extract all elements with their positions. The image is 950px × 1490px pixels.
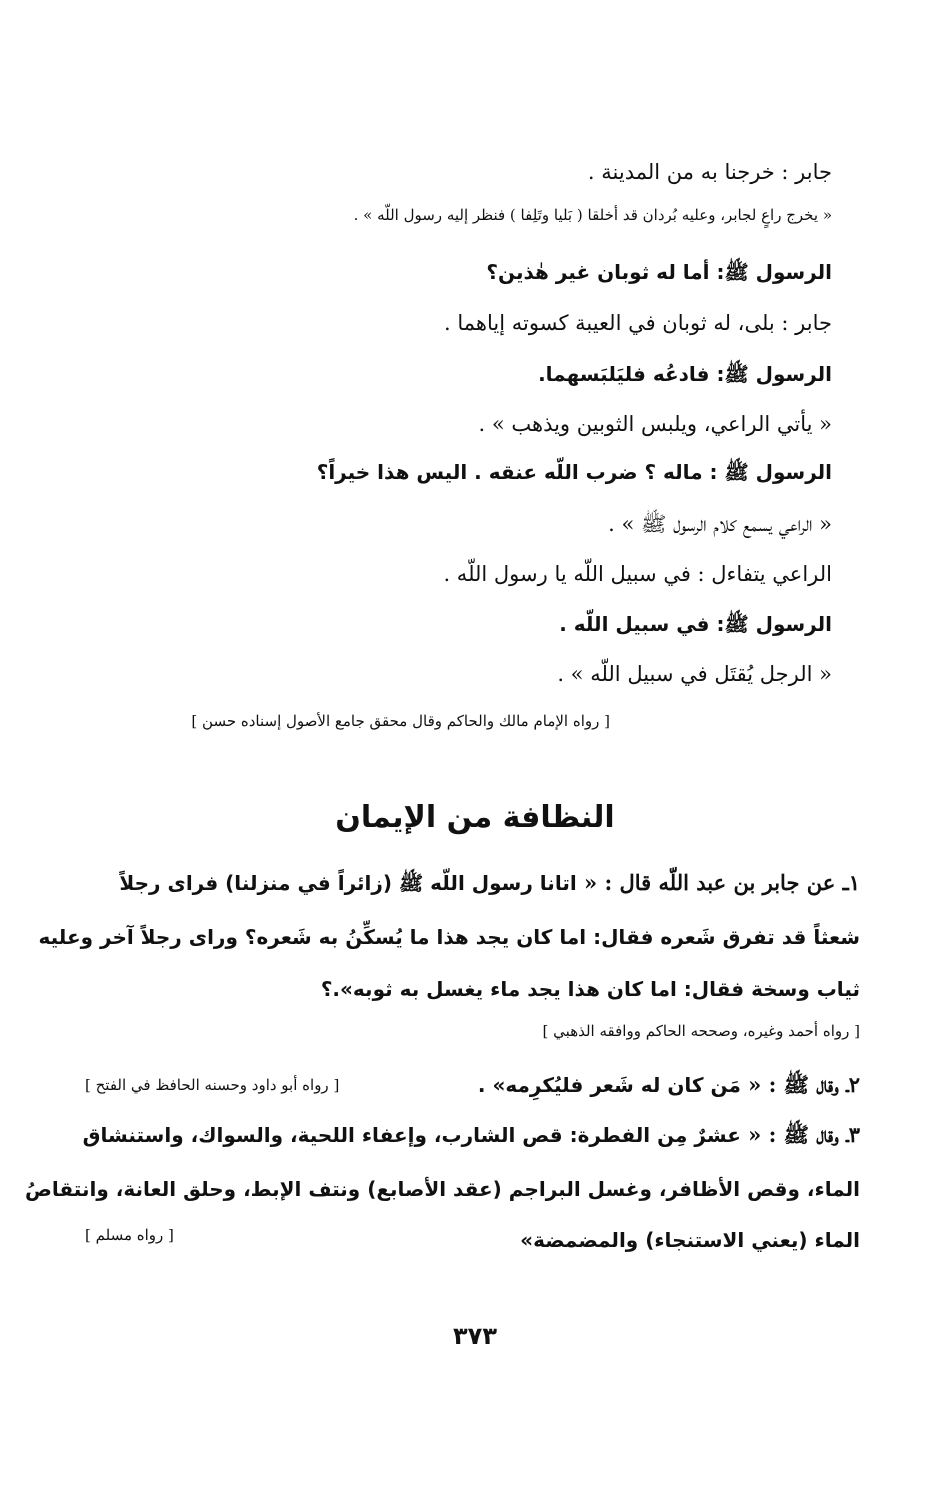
dialogue-line: [588, 160, 832, 184]
hadith-3-line-2: الماء، وقص الأظافر، وغسل البراجم (عقد الأصابع) ونتف الإبط، وحلق العانة، وانتقاصُ: [24, 1177, 860, 1201]
source-citation: [ رواه أبو داود وحسنه الحافظ في الفتح ]: [85, 1076, 340, 1094]
dialogue-line: [354, 206, 832, 224]
hadith-2-line: [478, 1072, 860, 1103]
hadith-intro: ٣ـ وقال ﷺ : «: [740, 1122, 860, 1147]
dialogue-line: [538, 362, 832, 391]
hadith-3-line-1: [83, 1122, 860, 1153]
dialogue-text: جابر : خرجنا به من المدينة .: [587, 160, 832, 184]
speech-text: في سبيل اللّه .: [559, 612, 717, 636]
dialogue-text: « يخرج راعٍ لجابر، وعليه بُردان قد أخلقا ( بَليا وتَلِفا ) فنظر إليه رسول اللّه » .: [353, 206, 832, 224]
dialogue-line: [444, 311, 832, 335]
dialogue-text: « يأتي الراعي، ويلبس الثوبين ويذهب » .: [478, 412, 832, 436]
dialogue-line: [443, 562, 832, 586]
hadith-intro: ١ـ عن جابر بن عبد اللّه قال : «: [576, 870, 860, 895]
speech-text: فادعُه فليَلبَسهما.: [538, 362, 717, 386]
dialogue-text: جابر : بلى، له ثوبان في العيبة كسوته إياهما .: [444, 311, 832, 335]
dialogue-line: [559, 612, 832, 641]
hadith-1-line-1: [119, 870, 860, 900]
hadith-text: عشرٌ مِن الفطرة: قص الشارب، وإعفاء اللحية، والسواك، واستنشاق: [82, 1123, 741, 1147]
source-citation: [ رواه مسلم ]: [85, 1226, 174, 1244]
dialogue-text: « الرجل يُقتَل في سبيل اللّه » .: [557, 662, 832, 686]
dialogue-line: [479, 412, 833, 436]
hadith-1-line-3: ثياب وسخة فقال: اما كان هذا يجد ماء يغسل به ثوبه».؟: [320, 977, 860, 1001]
hadith-1-line-2: شعثاً قد تفرق شَعره فقال: اما كان يجد هذا ما يُسكِّنُ به شَعره؟ وراى رجلاً آخر وعليه: [38, 925, 860, 949]
hadith-3-line-3: الماء (يعني الاستنجاء) والمضمضة»: [520, 1228, 860, 1252]
dialogue-line: [486, 260, 832, 289]
speaker-label: الرسول ﷺ:: [716, 260, 832, 284]
section-title: النظافة من الإيمان: [335, 800, 615, 835]
hadith-text: مَن كان له شَعر فليُكرِمه» .: [477, 1073, 741, 1097]
dialogue-text: الراعي يتفاءل : في سبيل اللّه يا رسول اللّه .: [443, 562, 832, 586]
speech-text: ماله ؟ ضرب اللّه عنقه . اليس هذا خيراً؟: [316, 460, 710, 484]
page-number: ٣٧٣: [453, 1322, 497, 1350]
dialogue-line: [608, 511, 832, 542]
speaker-label: الرسول ﷺ:: [716, 612, 832, 636]
dialogue-text: « الراعي يسمع كلام الرسول ﷺ » .: [608, 512, 832, 536]
source-citation: [ رواه الإمام مالك والحاكم وقال محقق جامع الأصول إسناده حسن ]: [191, 712, 610, 730]
dialogue-line: [317, 460, 832, 489]
source-citation: [ رواه أحمد وغيره، وصححه الحاكم ووافقه الذهبي ]: [542, 1022, 860, 1040]
speaker-label: الرسول ﷺ:: [716, 362, 832, 386]
hadith-text: اتانا رسول اللّه ﷺ (زائراً في منزلنا) فراى رجلاً: [119, 871, 577, 895]
speaker-label: الرسول ﷺ :: [709, 460, 832, 484]
dialogue-line: [557, 662, 832, 686]
speech-text: أما له ثوبان غير هٰذين؟: [486, 260, 717, 284]
hadith-intro: ٢ـ وقال ﷺ : «: [740, 1072, 860, 1097]
